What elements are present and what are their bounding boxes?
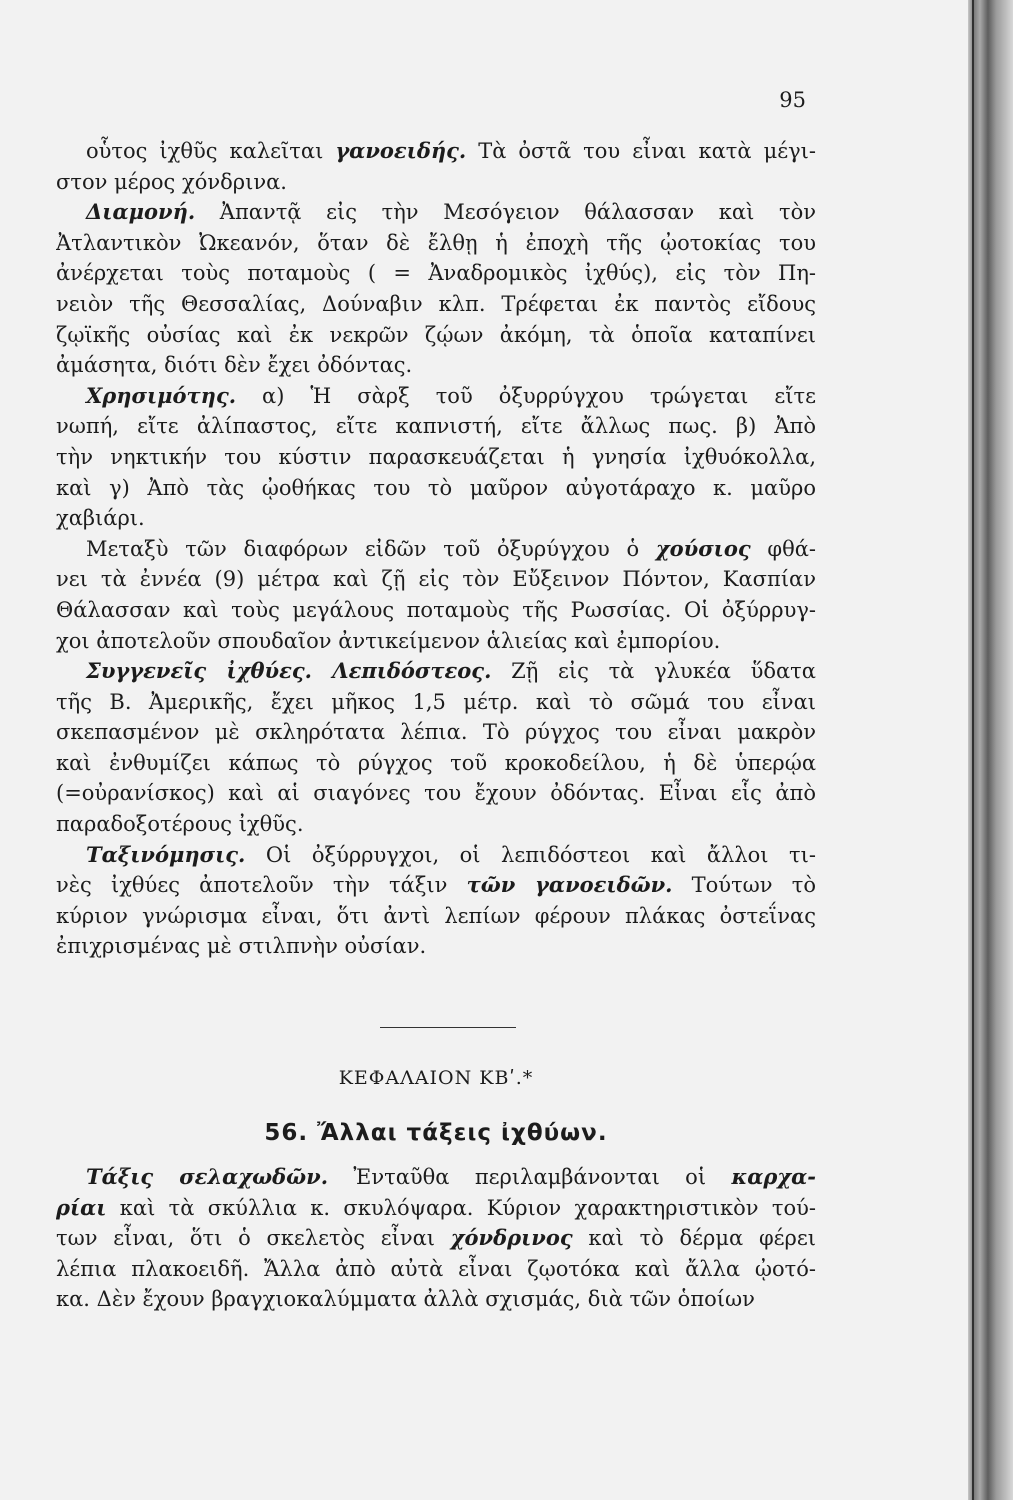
text-run: λέπια πλακοειδῆ. Ἄλλα ἀπὸ αὐτὰ εἶναι ζῳοτόκα καὶ ἄλλα ᾠοτό-	[56, 1256, 816, 1281]
text-run: καὶ γ) Ἀπὸ τὰς ᾠοθήκας του τὸ μαῦρον αὐγοτάραχο κ. μαῦρο	[56, 475, 816, 500]
page-edge-shadow	[968, 0, 1013, 1500]
text-line	[56, 350, 816, 381]
bold-term: καρχα-	[731, 1164, 816, 1189]
text-run: Μεταξὺ τῶν διαφόρων εἰδῶν τοῦ ὀξυρύγχου ὁ	[86, 536, 656, 561]
text-run: α) Ἡ σὰρξ τοῦ ὀξυρρύγχου τρώγεται εἴτε	[236, 383, 816, 408]
text-line	[56, 901, 816, 932]
text-line	[56, 228, 816, 259]
body-text-top	[56, 136, 816, 962]
text-run: τῆς Β. Ἀμερικῆς, ἔχει μῆκος 1,5 μέτρ. καὶ τὸ σῶμά του εἶναι	[56, 689, 816, 714]
body-text-bottom	[56, 1162, 816, 1315]
page-number: 95	[779, 88, 806, 112]
text-run: ἀνέρχεται τοὺς ποταμοὺς ( = Ἀναδρομικὸς ἰχθύς), εἰς τὸν Πη-	[56, 261, 816, 286]
text-line	[56, 136, 816, 167]
chapter-title: ΚΕΦΑΛΑΙΟΝ ΚΒʹ.*	[338, 1067, 534, 1089]
text-run: Τούτων τὸ	[672, 873, 816, 898]
text-run: οὗτος ἰχθῦς καλεῖται	[86, 139, 336, 163]
text-run: χαβιάρι.	[56, 506, 145, 531]
text-run: Τὰ ὀστᾶ του εἶναι κατὰ μέγι-	[466, 139, 816, 163]
bold-term: τῶν γανοειδῶν.	[466, 872, 673, 898]
bold-term: Συγγενεῖς ἰχθύες. Λεπιδόστεος.	[86, 658, 492, 684]
text-line	[56, 656, 816, 687]
text-run: ζῳϊκῆς οὐσίας καὶ ἐκ νεκρῶν ζῴων ἀκόμη, τὰ ὁποῖα καταπίνει	[56, 322, 816, 347]
text-run: φθά-	[750, 536, 816, 561]
text-run: καὶ τὸ δέρμα φέρει	[572, 1226, 816, 1251]
bold-term: Τάξις σελαχωδῶν.	[86, 1164, 329, 1189]
text-run: κύριον γνώρισμα εἶναι, ὅτι ἀντὶ λεπίων φέρουν πλάκας ὀστεΐνας	[56, 903, 816, 928]
text-line	[56, 534, 816, 565]
text-line	[56, 197, 816, 228]
text-line	[56, 840, 816, 871]
text-line	[56, 564, 816, 595]
text-run: νει τὰ ἐννέα (9) μέτρα καὶ ζῇ εἰς τὸν Εὔξεινον Πόντον, Κασπίαν	[56, 567, 816, 592]
text-run: νειὸν τῆς Θεσσαλίας, Δούναβιν κλπ. Τρέφεται ἐκ παντὸς εἴδους	[56, 291, 816, 316]
text-line	[56, 1193, 816, 1224]
text-line	[56, 381, 816, 412]
text-line	[56, 809, 816, 840]
text-run: Ζῇ εἰς τὰ γλυκέα ὕδατα	[491, 659, 816, 684]
text-run: Οἱ ὀξύρρυγχοι, οἱ λεπιδόστεοι καὶ ἄλλοι τι-	[245, 842, 816, 867]
text-line	[56, 503, 816, 534]
bold-term: ρίαι	[56, 1194, 107, 1220]
text-run: σκεπασμένον μὲ σκληρότατα λέπια. Τὸ ρύγχος του εἶναι μακρὸν	[56, 720, 816, 745]
text-run: Ἀτλαντικὸν Ὠκεανόν, ὅταν δὲ ἔλθῃ ἡ ἐποχὴ τῆς ᾠοτοκίας του	[56, 230, 816, 255]
text-line	[56, 1162, 816, 1193]
bold-term: Διαμονή.	[86, 199, 196, 225]
text-run: τὴν νηκτικήν του κύστιν παρασκευάζεται ἡ γνησία ἰχθυόκολλα,	[56, 444, 816, 469]
text-run: Ἐνταῦθα περιλαμβάνονται οἱ	[328, 1165, 732, 1189]
text-run: κα. Δὲν ἔχουν βραγχιοκαλύμματα ἀλλὰ σχισμάς, διὰ τῶν ὁποίων	[56, 1287, 755, 1312]
bold-term: χούσιος	[655, 535, 751, 561]
text-run: καὶ ἐνθυμίζει κάπως τὸ ρύγχος τοῦ κροκοδείλου, ἡ δὲ ὑπερῴα	[56, 750, 816, 775]
text-line	[56, 748, 816, 779]
text-run: στον μέρος χόνδρινα.	[56, 169, 287, 194]
bold-term: γανοειδής.	[335, 138, 467, 163]
text-line	[56, 258, 816, 289]
text-run: Ἀπαντᾷ εἰς τὴν Μεσόγειον θάλασσαν καὶ τὸν	[195, 200, 816, 225]
text-run: παραδοξοτέρους ἰχθῦς.	[56, 812, 304, 837]
text-line	[56, 320, 816, 351]
text-run: νωπή, εἴτε ἀλίπαστος, εἴτε καπνιστή, εἴτε ἄλλως πως. β) Ἀπὸ	[56, 414, 816, 439]
text-run: ἐπιχρισμένας μὲ στιλπνὴν οὐσίαν.	[56, 934, 427, 959]
text-line	[56, 473, 816, 504]
text-run: ἀμάσητα, διότι δὲν ἔχει ὀδόντας.	[56, 353, 413, 378]
text-line	[56, 870, 816, 901]
text-run: χοι ἀποτελοῦν σπουδαῖον ἀντικείμενον ἁλιείας καὶ ἐμπορίου.	[56, 628, 721, 653]
text-line	[56, 1284, 816, 1315]
section-heading: 56. Ἄλλαι τάξεις ἰχθύων.	[264, 1120, 608, 1146]
text-line	[56, 289, 816, 320]
text-line	[56, 778, 816, 809]
text-line	[56, 1223, 816, 1254]
text-line	[56, 595, 816, 626]
text-run: των εἶναι, ὅτι ὁ σκελετὸς εἶναι	[56, 1226, 451, 1251]
bold-term: Ταξινόμησις.	[86, 841, 246, 867]
text-line	[56, 1254, 816, 1285]
text-line	[56, 167, 816, 198]
text-line	[56, 717, 816, 748]
text-run: (=οὐρανίσκος) καὶ αἱ σιαγόνες του ἔχουν ὀδόντας. Εἶναι εἷς ἀπὸ	[56, 781, 816, 806]
text-line	[56, 411, 816, 442]
text-line	[56, 442, 816, 473]
bold-term: Χρησιμότης.	[86, 382, 237, 408]
text-line	[56, 687, 816, 718]
bold-term: χόνδρινος	[450, 1225, 573, 1251]
text-run: Θάλασσαν καὶ τοὺς μεγάλους ποταμοὺς τῆς Ρωσσίας. Οἱ ὀξύρρυγ-	[56, 597, 816, 622]
text-line	[56, 626, 816, 657]
text-run: καὶ τὰ σκύλλια κ. σκυλόψαρα. Κύριον χαρακτηριστικὸν τού-	[106, 1195, 816, 1220]
section-divider	[380, 1027, 516, 1028]
text-line	[56, 931, 816, 962]
text-run: νὲς ἰχθύες ἀποτελοῦν τὴν τάξιν	[56, 873, 467, 898]
